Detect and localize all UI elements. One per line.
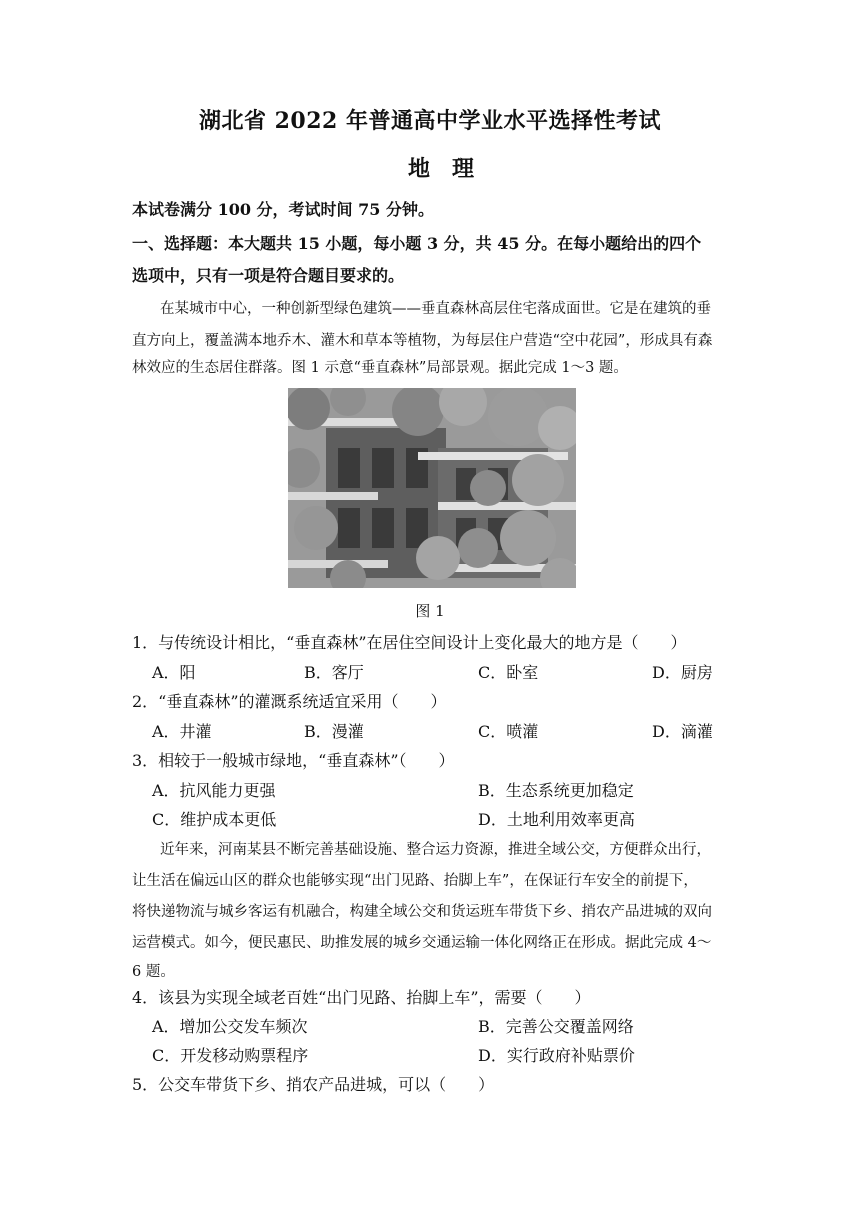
passage2-line5: 6 题。 xyxy=(132,964,175,980)
figure-caption: 图 1 xyxy=(415,602,445,620)
passage1-line2: 直方向上，覆盖满本地乔木、灌木和草本等植物，为每层住户营造“空中花园”，形成具有森 xyxy=(132,333,713,349)
question-3-option-d[interactable]: D．土地利用效率更高 xyxy=(478,810,635,829)
question-4-option-d[interactable]: D．实行政府补贴票价 xyxy=(478,1046,635,1065)
section-heading-line2: 选项中，只有一项是符合题目要求的。 xyxy=(132,266,405,285)
question-4-option-a[interactable]: A．增加公交发车频次 xyxy=(152,1017,308,1036)
question-2-stem: 2．“垂直森林”的灌溉系统适宜采用（ ） xyxy=(132,692,447,711)
passage2-line1: 近年来，河南某县不断完善基础设施、整合运力资源，推进全域公交，方便群众出行， xyxy=(160,842,711,858)
passage2-line3: 将快递物流与城乡客运有机融合，构建全域公交和货运班车带货下乡、捎农产品进城的双向 xyxy=(132,904,712,920)
passage2-line4: 运营模式。如今，便民惠民、助推发展的城乡交通运输一体化网络正在形成。据此完成 4～ xyxy=(132,935,712,951)
question-3-stem: 3．相较于一般城市绿地，“垂直森林”（ ） xyxy=(132,751,455,770)
question-1-option-d[interactable]: D．厨房 xyxy=(652,663,713,682)
question-1-option-b[interactable]: B．客厅 xyxy=(304,663,364,682)
question-2-option-d[interactable]: D．滴灌 xyxy=(652,722,713,741)
question-1-option-a[interactable]: A．阳 xyxy=(152,663,196,682)
question-3-option-c[interactable]: C．维护成本更低 xyxy=(152,810,277,829)
passage1-line1: 在某城市中心，一种创新型绿色建筑——垂直森林高层住宅落成面世。它是在建筑的垂 xyxy=(160,301,711,317)
question-2-option-b[interactable]: B．漫灌 xyxy=(304,722,364,741)
question-3-option-b[interactable]: B．生态系统更加稳定 xyxy=(478,781,634,800)
question-4-option-b[interactable]: B．完善公交覆盖网络 xyxy=(478,1017,634,1036)
question-1-stem: 1．与传统设计相比，“垂直森林”在居住空间设计上变化最大的地方是（ ） xyxy=(132,633,687,652)
subject-title: 地理 xyxy=(407,156,496,182)
question-5-stem: 5．公交车带货下乡、捎农产品进城，可以（ ） xyxy=(132,1075,495,1094)
exam-info: 本试卷满分 100 分，考试时间 75 分钟。 xyxy=(132,200,434,219)
vertical-forest-photo xyxy=(288,388,576,588)
passage1-line3: 林效应的生态居住群落。图 1 示意“垂直森林”局部景观。据此完成 1～3 题。 xyxy=(132,360,628,376)
question-1-option-c[interactable]: C．卧室 xyxy=(478,663,539,682)
section-heading-line1: 一、选择题：本大题共 15 小题，每小题 3 分，共 45 分。在每小题给出的四个 xyxy=(132,234,702,253)
passage2-line2: 让生活在偏远山区的群众也能够实现“出门见路、抬脚上车”，在保证行车安全的前提下， xyxy=(132,873,698,889)
question-2-option-a[interactable]: A．井灌 xyxy=(152,722,212,741)
question-3-option-a[interactable]: A．抗风能力更强 xyxy=(152,781,276,800)
question-4-option-c[interactable]: C．开发移动购票程序 xyxy=(152,1046,309,1065)
question-4-stem: 4．该县为实现全域老百姓“出门见路、抬脚上车”，需要（ ） xyxy=(132,988,591,1007)
exam-title: 湖北省 2022 年普通高中学业水平选择性考试 xyxy=(198,108,662,134)
question-2-option-c[interactable]: C．喷灌 xyxy=(478,722,539,741)
